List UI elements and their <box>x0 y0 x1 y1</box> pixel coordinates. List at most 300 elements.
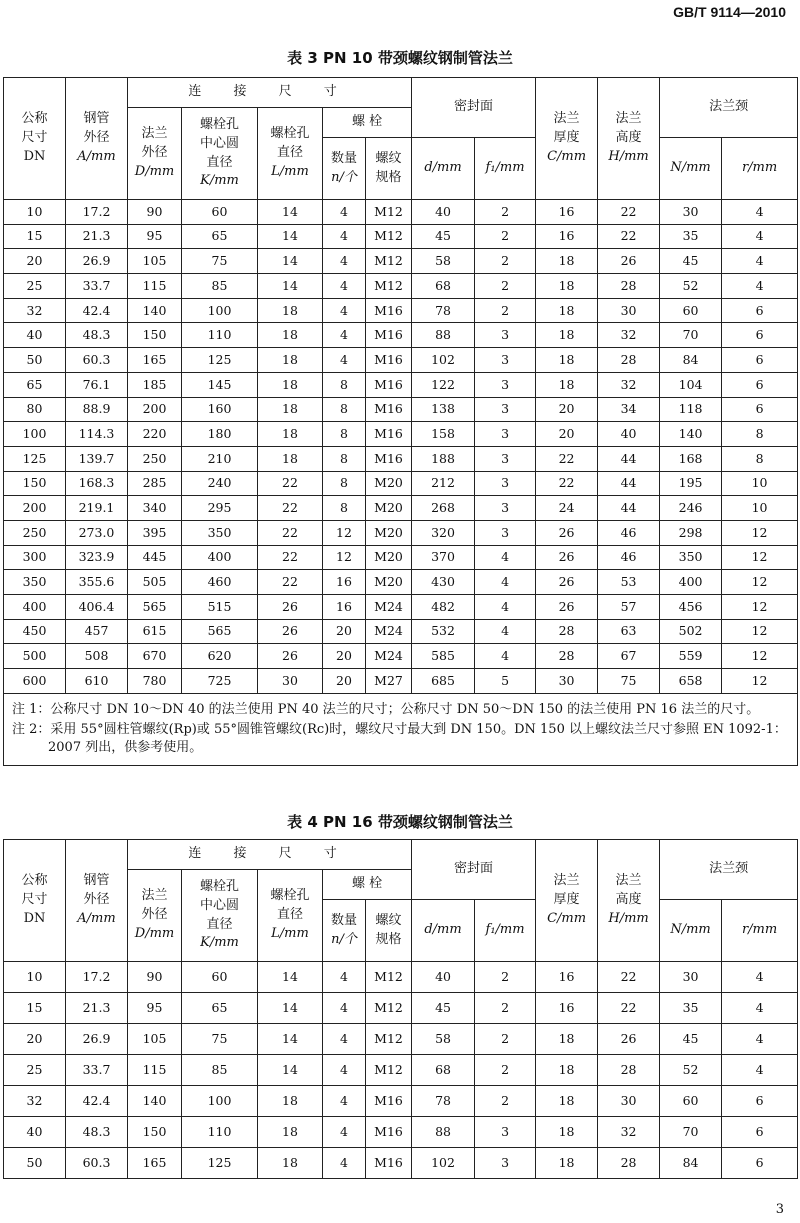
table-row <box>4 1024 798 1055</box>
table-cell: 4 <box>323 962 366 993</box>
table-cell: 60.3 <box>66 1148 128 1179</box>
table-cell: 35 <box>660 224 722 249</box>
th-connection: 连 接 尺 寸 <box>128 78 412 108</box>
th-seal: 密封面 <box>412 78 536 138</box>
table-cell: 200 <box>4 496 66 521</box>
table-cell: 210 <box>182 446 258 471</box>
table-cell: 100 <box>182 298 258 323</box>
table-cell: 22 <box>598 993 660 1024</box>
table-cell: M12 <box>366 1055 412 1086</box>
table-cell: 4 <box>475 545 536 570</box>
table-cell: 4 <box>323 200 366 225</box>
table-cell: 18 <box>258 422 323 447</box>
table-cell: 30 <box>536 669 598 694</box>
table-cell: 4 <box>323 249 366 274</box>
standard-code: GB/T 9114—2010 <box>673 4 786 20</box>
table-cell: 122 <box>412 372 475 397</box>
table-cell: 60 <box>182 200 258 225</box>
table-cell: 532 <box>412 619 475 644</box>
table-cell: 2 <box>475 993 536 1024</box>
th-flange-od: 法兰 外径 D/mm <box>128 870 182 962</box>
table-cell: M12 <box>366 274 412 299</box>
table-cell: 15 <box>4 224 66 249</box>
table-cell: 140 <box>128 298 182 323</box>
table-cell: 500 <box>4 644 66 669</box>
table-cell: 26.9 <box>66 1024 128 1055</box>
table-cell: 2 <box>475 1086 536 1117</box>
table-cell: 12 <box>722 644 798 669</box>
table-cell: 75 <box>182 1024 258 1055</box>
table-cell: 620 <box>182 644 258 669</box>
table-cell: 30 <box>660 200 722 225</box>
table-cell: M12 <box>366 1024 412 1055</box>
table-cell: 14 <box>258 249 323 274</box>
table-cell: 22 <box>598 224 660 249</box>
table-cell: 22 <box>536 446 598 471</box>
table-cell: 95 <box>128 224 182 249</box>
table-cell: M16 <box>366 397 412 422</box>
table-cell: 88 <box>412 1117 475 1148</box>
table-cell: 585 <box>412 644 475 669</box>
table-cell: M12 <box>366 993 412 1024</box>
table-cell: 3 <box>475 1117 536 1148</box>
table-cell: 26 <box>598 249 660 274</box>
th-neck-n: N/mm <box>660 138 722 200</box>
table-cell: 6 <box>722 397 798 422</box>
table-cell: 6 <box>722 1148 798 1179</box>
table-cell: 268 <box>412 496 475 521</box>
table-cell: 3 <box>475 446 536 471</box>
table-cell: 10 <box>4 200 66 225</box>
table-cell: 33.7 <box>66 274 128 299</box>
table-cell: 20 <box>323 644 366 669</box>
table-cell: 26 <box>536 570 598 595</box>
table-cell: M27 <box>366 669 412 694</box>
table-cell: 48.3 <box>66 323 128 348</box>
th-nominal: 公称 尺寸 DN <box>4 78 66 200</box>
th-bolt-thread: 螺纹 规格 <box>366 900 412 962</box>
table-cell: 8 <box>722 422 798 447</box>
table-cell: 50 <box>4 348 66 373</box>
table-cell: 4 <box>475 570 536 595</box>
table-row <box>4 249 798 274</box>
table-cell: 20 <box>323 669 366 694</box>
table-cell: 44 <box>598 471 660 496</box>
table-cell: M16 <box>366 1148 412 1179</box>
table-cell: 18 <box>258 446 323 471</box>
table-cell: 482 <box>412 595 475 620</box>
table-cell: 3 <box>475 397 536 422</box>
table-cell: 65 <box>4 372 66 397</box>
table-cell: 4 <box>475 595 536 620</box>
table-cell: 14 <box>258 993 323 1024</box>
table3-notes <box>4 693 798 766</box>
table-cell: 14 <box>258 962 323 993</box>
table3-caption: 表 3 PN 10 带颈螺纹钢制管法兰 <box>287 49 513 67</box>
table-cell: M12 <box>366 962 412 993</box>
table-cell: 615 <box>128 619 182 644</box>
table-cell: 85 <box>182 1055 258 1086</box>
table-cell: 78 <box>412 1086 475 1117</box>
table-cell: 18 <box>536 249 598 274</box>
table-cell: 44 <box>598 446 660 471</box>
table-cell: M24 <box>366 595 412 620</box>
table-cell: 125 <box>4 446 66 471</box>
table-cell: 4 <box>323 224 366 249</box>
table-cell: 78 <box>412 298 475 323</box>
table-cell: 70 <box>660 323 722 348</box>
table-cell: 600 <box>4 669 66 694</box>
table-cell: 400 <box>182 545 258 570</box>
table-cell: 180 <box>182 422 258 447</box>
table-cell: 28 <box>598 1055 660 1086</box>
table-cell: 42.4 <box>66 1086 128 1117</box>
table-cell: 4 <box>475 644 536 669</box>
table-cell: 505 <box>128 570 182 595</box>
table-row <box>4 422 798 447</box>
table-cell: 52 <box>660 1055 722 1086</box>
table-cell: 685 <box>412 669 475 694</box>
table-cell: 16 <box>536 993 598 1024</box>
table-cell: 298 <box>660 520 722 545</box>
table-cell: M16 <box>366 1086 412 1117</box>
table-cell: 125 <box>182 1148 258 1179</box>
table-cell: 158 <box>412 422 475 447</box>
table-row <box>4 274 798 299</box>
th-bolt-circle: 螺栓孔 中心圆 直径 K/mm <box>182 108 258 200</box>
table-row <box>4 619 798 644</box>
table-cell: 4 <box>323 1148 366 1179</box>
table-cell: 65 <box>182 224 258 249</box>
th-seal: 密封面 <box>412 840 536 900</box>
table4 <box>3 839 798 1179</box>
table-cell: 400 <box>4 595 66 620</box>
table-cell: 20 <box>323 619 366 644</box>
th-bolt: 螺 栓 <box>323 870 412 900</box>
table-cell: 34 <box>598 397 660 422</box>
table-cell: 12 <box>722 545 798 570</box>
table-cell: M24 <box>366 644 412 669</box>
table-cell: M24 <box>366 619 412 644</box>
table-cell: 20 <box>4 249 66 274</box>
table-cell: 115 <box>128 1055 182 1086</box>
table-cell: M20 <box>366 520 412 545</box>
table-cell: 40 <box>412 962 475 993</box>
table-row <box>4 993 798 1024</box>
table-cell: 104 <box>660 372 722 397</box>
table-cell: 84 <box>660 348 722 373</box>
table-cell: 90 <box>128 200 182 225</box>
table-cell: 18 <box>536 1117 598 1148</box>
th-bolt-qty: 数量 n/个 <box>323 138 366 200</box>
table-cell: 3 <box>475 372 536 397</box>
table-cell: 139.7 <box>66 446 128 471</box>
table-cell: 456 <box>660 595 722 620</box>
table-cell: 90 <box>128 962 182 993</box>
table-cell: 68 <box>412 274 475 299</box>
table-cell: 2 <box>475 274 536 299</box>
table-cell: 18 <box>258 1117 323 1148</box>
table-cell: 12 <box>722 520 798 545</box>
table3-body <box>4 200 798 694</box>
table-cell: 18 <box>258 372 323 397</box>
table-cell: 350 <box>4 570 66 595</box>
th-height: 法兰 高度 H/mm <box>598 840 660 962</box>
table-cell: 8 <box>323 397 366 422</box>
table-cell: 22 <box>258 471 323 496</box>
table-row <box>4 962 798 993</box>
table-cell: 10 <box>722 496 798 521</box>
table-cell: 246 <box>660 496 722 521</box>
table-cell: 4 <box>722 249 798 274</box>
table-cell: 14 <box>258 224 323 249</box>
table-cell: M16 <box>366 298 412 323</box>
table-cell: 28 <box>536 619 598 644</box>
table-cell: 32 <box>598 1117 660 1148</box>
table-cell: 26 <box>598 1024 660 1055</box>
table-cell: 115 <box>128 274 182 299</box>
table-cell: 780 <box>128 669 182 694</box>
table-cell: 185 <box>128 372 182 397</box>
table-cell: 370 <box>412 545 475 570</box>
table-cell: 21.3 <box>66 993 128 1024</box>
note-2: 注 2：采用 55°圆柱管螺纹(Rp)或 55°圆锥管螺纹(Rc)时，螺纹尺寸最大到 DN 150。DN 150 以上螺纹法兰尺寸参照 EN 1092-1：2007 列出，供参考使用。 <box>12 721 787 756</box>
table-cell: 4 <box>323 348 366 373</box>
table-cell: 100 <box>4 422 66 447</box>
table-cell: 63 <box>598 619 660 644</box>
table-cell: 2 <box>475 962 536 993</box>
table-cell: 102 <box>412 348 475 373</box>
table-cell: 30 <box>258 669 323 694</box>
table-cell: 12 <box>722 669 798 694</box>
table-cell: 273.0 <box>66 520 128 545</box>
table-row <box>4 595 798 620</box>
table-cell: 70 <box>660 1117 722 1148</box>
table-cell: 28 <box>598 274 660 299</box>
table-cell: 18 <box>536 274 598 299</box>
table-row <box>4 545 798 570</box>
table-cell: 559 <box>660 644 722 669</box>
note-1: 注 1：公称尺寸 DN 10～DN 40 的法兰使用 PN 40 法兰的尺寸；公称尺寸 DN 50～DN 150 的法兰使用 PN 16 法兰的尺寸。 <box>12 701 760 717</box>
table-cell: 6 <box>722 348 798 373</box>
table-cell: 165 <box>128 348 182 373</box>
table-cell: 40 <box>412 200 475 225</box>
table-row <box>4 570 798 595</box>
table-cell: 32 <box>598 372 660 397</box>
table-cell: 508 <box>66 644 128 669</box>
table-cell: 406.4 <box>66 595 128 620</box>
table-cell: 240 <box>182 471 258 496</box>
table-cell: 18 <box>258 1086 323 1117</box>
table-row <box>4 1117 798 1148</box>
table-cell: 18 <box>536 1055 598 1086</box>
table-cell: 12 <box>722 619 798 644</box>
table-cell: 445 <box>128 545 182 570</box>
table-cell: 42.4 <box>66 298 128 323</box>
table-cell: 168 <box>660 446 722 471</box>
table-cell: 4 <box>323 274 366 299</box>
table-cell: 105 <box>128 1024 182 1055</box>
table-cell: 195 <box>660 471 722 496</box>
th-flange-od: 法兰 外径 D/mm <box>128 108 182 200</box>
table-cell: 565 <box>128 595 182 620</box>
table-cell: 24 <box>536 496 598 521</box>
table-cell: 250 <box>128 446 182 471</box>
table-cell: M16 <box>366 446 412 471</box>
table-cell: 4 <box>323 323 366 348</box>
table-cell: M16 <box>366 372 412 397</box>
table-cell: 4 <box>323 1086 366 1117</box>
th-bolt-qty: 数量 n/个 <box>323 900 366 962</box>
table-cell: 3 <box>475 471 536 496</box>
table-cell: 200 <box>128 397 182 422</box>
table-cell: 140 <box>660 422 722 447</box>
table-cell: 4 <box>722 962 798 993</box>
table-cell: 350 <box>660 545 722 570</box>
table-row <box>4 496 798 521</box>
table-cell: 22 <box>598 200 660 225</box>
table-cell: 16 <box>536 962 598 993</box>
table-cell: 18 <box>536 372 598 397</box>
table-cell: 8 <box>323 372 366 397</box>
table-cell: 565 <box>182 619 258 644</box>
th-seal-f1: f₁/mm <box>475 138 536 200</box>
table-cell: 26 <box>536 520 598 545</box>
table-cell: 285 <box>128 471 182 496</box>
table4-caption: 表 4 PN 16 带颈螺纹钢制管法兰 <box>287 813 513 831</box>
table-cell: M16 <box>366 323 412 348</box>
th-thickness: 法兰 厚度 C/mm <box>536 78 598 200</box>
table-cell: 30 <box>660 962 722 993</box>
table-cell: 44 <box>598 496 660 521</box>
table-row <box>4 520 798 545</box>
table-cell: M20 <box>366 496 412 521</box>
table-cell: 65 <box>182 993 258 1024</box>
table-cell: 18 <box>536 348 598 373</box>
table-cell: 17.2 <box>66 962 128 993</box>
table-cell: 10 <box>4 962 66 993</box>
table-cell: 457 <box>66 619 128 644</box>
th-neck: 法兰颈 <box>660 840 798 900</box>
table-cell: 3 <box>475 348 536 373</box>
table-cell: 28 <box>598 1148 660 1179</box>
table-cell: 300 <box>4 545 66 570</box>
table-cell: 150 <box>128 323 182 348</box>
table-cell: 8 <box>323 471 366 496</box>
table-cell: 670 <box>128 644 182 669</box>
table-cell: 45 <box>412 224 475 249</box>
table-cell: 40 <box>4 1117 66 1148</box>
table-cell: 3 <box>475 520 536 545</box>
table-cell: 60 <box>182 962 258 993</box>
table-cell: 53 <box>598 570 660 595</box>
table-row <box>4 298 798 323</box>
table3 <box>3 77 798 766</box>
table-cell: 40 <box>4 323 66 348</box>
table-cell: 460 <box>182 570 258 595</box>
th-pipe-od: 钢管 外径 A/mm <box>66 840 128 962</box>
table-cell: 17.2 <box>66 200 128 225</box>
table-cell: 50 <box>4 1148 66 1179</box>
table-cell: 12 <box>323 545 366 570</box>
table-cell: 52 <box>660 274 722 299</box>
table-cell: 4 <box>323 298 366 323</box>
table-cell: 5 <box>475 669 536 694</box>
th-thickness: 法兰 厚度 C/mm <box>536 840 598 962</box>
page-number: 3 <box>775 1202 784 1217</box>
table-cell: 14 <box>258 1055 323 1086</box>
table-cell: 30 <box>598 298 660 323</box>
table-row <box>4 471 798 496</box>
table-cell: 28 <box>598 348 660 373</box>
table-cell: 45 <box>660 249 722 274</box>
th-pipe-od: 钢管 外径 A/mm <box>66 78 128 200</box>
table-cell: 22 <box>258 570 323 595</box>
table-cell: 32 <box>598 323 660 348</box>
table-row <box>4 323 798 348</box>
table-row <box>4 200 798 225</box>
table-cell: 60 <box>660 298 722 323</box>
table-cell: 4 <box>323 1024 366 1055</box>
table-cell: 80 <box>4 397 66 422</box>
table-cell: M12 <box>366 224 412 249</box>
table-cell: 16 <box>536 200 598 225</box>
table-cell: 6 <box>722 323 798 348</box>
table-cell: 33.7 <box>66 1055 128 1086</box>
table-cell: 75 <box>182 249 258 274</box>
table-cell: 450 <box>4 619 66 644</box>
table-cell: M12 <box>366 200 412 225</box>
table-cell: 35 <box>660 993 722 1024</box>
table-cell: 4 <box>722 1055 798 1086</box>
table-cell: 16 <box>323 595 366 620</box>
table-cell: 32 <box>4 298 66 323</box>
table-cell: 114.3 <box>66 422 128 447</box>
table-cell: 25 <box>4 1055 66 1086</box>
table-cell: 2 <box>475 224 536 249</box>
table-cell: 168.3 <box>66 471 128 496</box>
table-cell: 20 <box>536 397 598 422</box>
table-row <box>4 669 798 694</box>
table-cell: 145 <box>182 372 258 397</box>
table-cell: 95 <box>128 993 182 1024</box>
table-cell: 26 <box>536 545 598 570</box>
table-cell: 725 <box>182 669 258 694</box>
table-cell: M20 <box>366 545 412 570</box>
table-cell: 25 <box>4 274 66 299</box>
table-cell: 18 <box>536 1148 598 1179</box>
table-cell: 502 <box>660 619 722 644</box>
table-cell: 18 <box>536 323 598 348</box>
table-row <box>4 397 798 422</box>
table-cell: 18 <box>536 298 598 323</box>
table-cell: 75 <box>598 669 660 694</box>
th-height: 法兰 高度 H/mm <box>598 78 660 200</box>
table-cell: 22 <box>598 962 660 993</box>
th-seal-f1: f₁/mm <box>475 900 536 962</box>
table-cell: 15 <box>4 993 66 1024</box>
table-row <box>4 1148 798 1179</box>
table-cell: 26 <box>536 595 598 620</box>
table-cell: 46 <box>598 545 660 570</box>
table-cell: 102 <box>412 1148 475 1179</box>
table-cell: 46 <box>598 520 660 545</box>
table-cell: 60 <box>660 1086 722 1117</box>
table-cell: 14 <box>258 274 323 299</box>
table-cell: 105 <box>128 249 182 274</box>
table-cell: 14 <box>258 200 323 225</box>
table4-body <box>4 962 798 1179</box>
